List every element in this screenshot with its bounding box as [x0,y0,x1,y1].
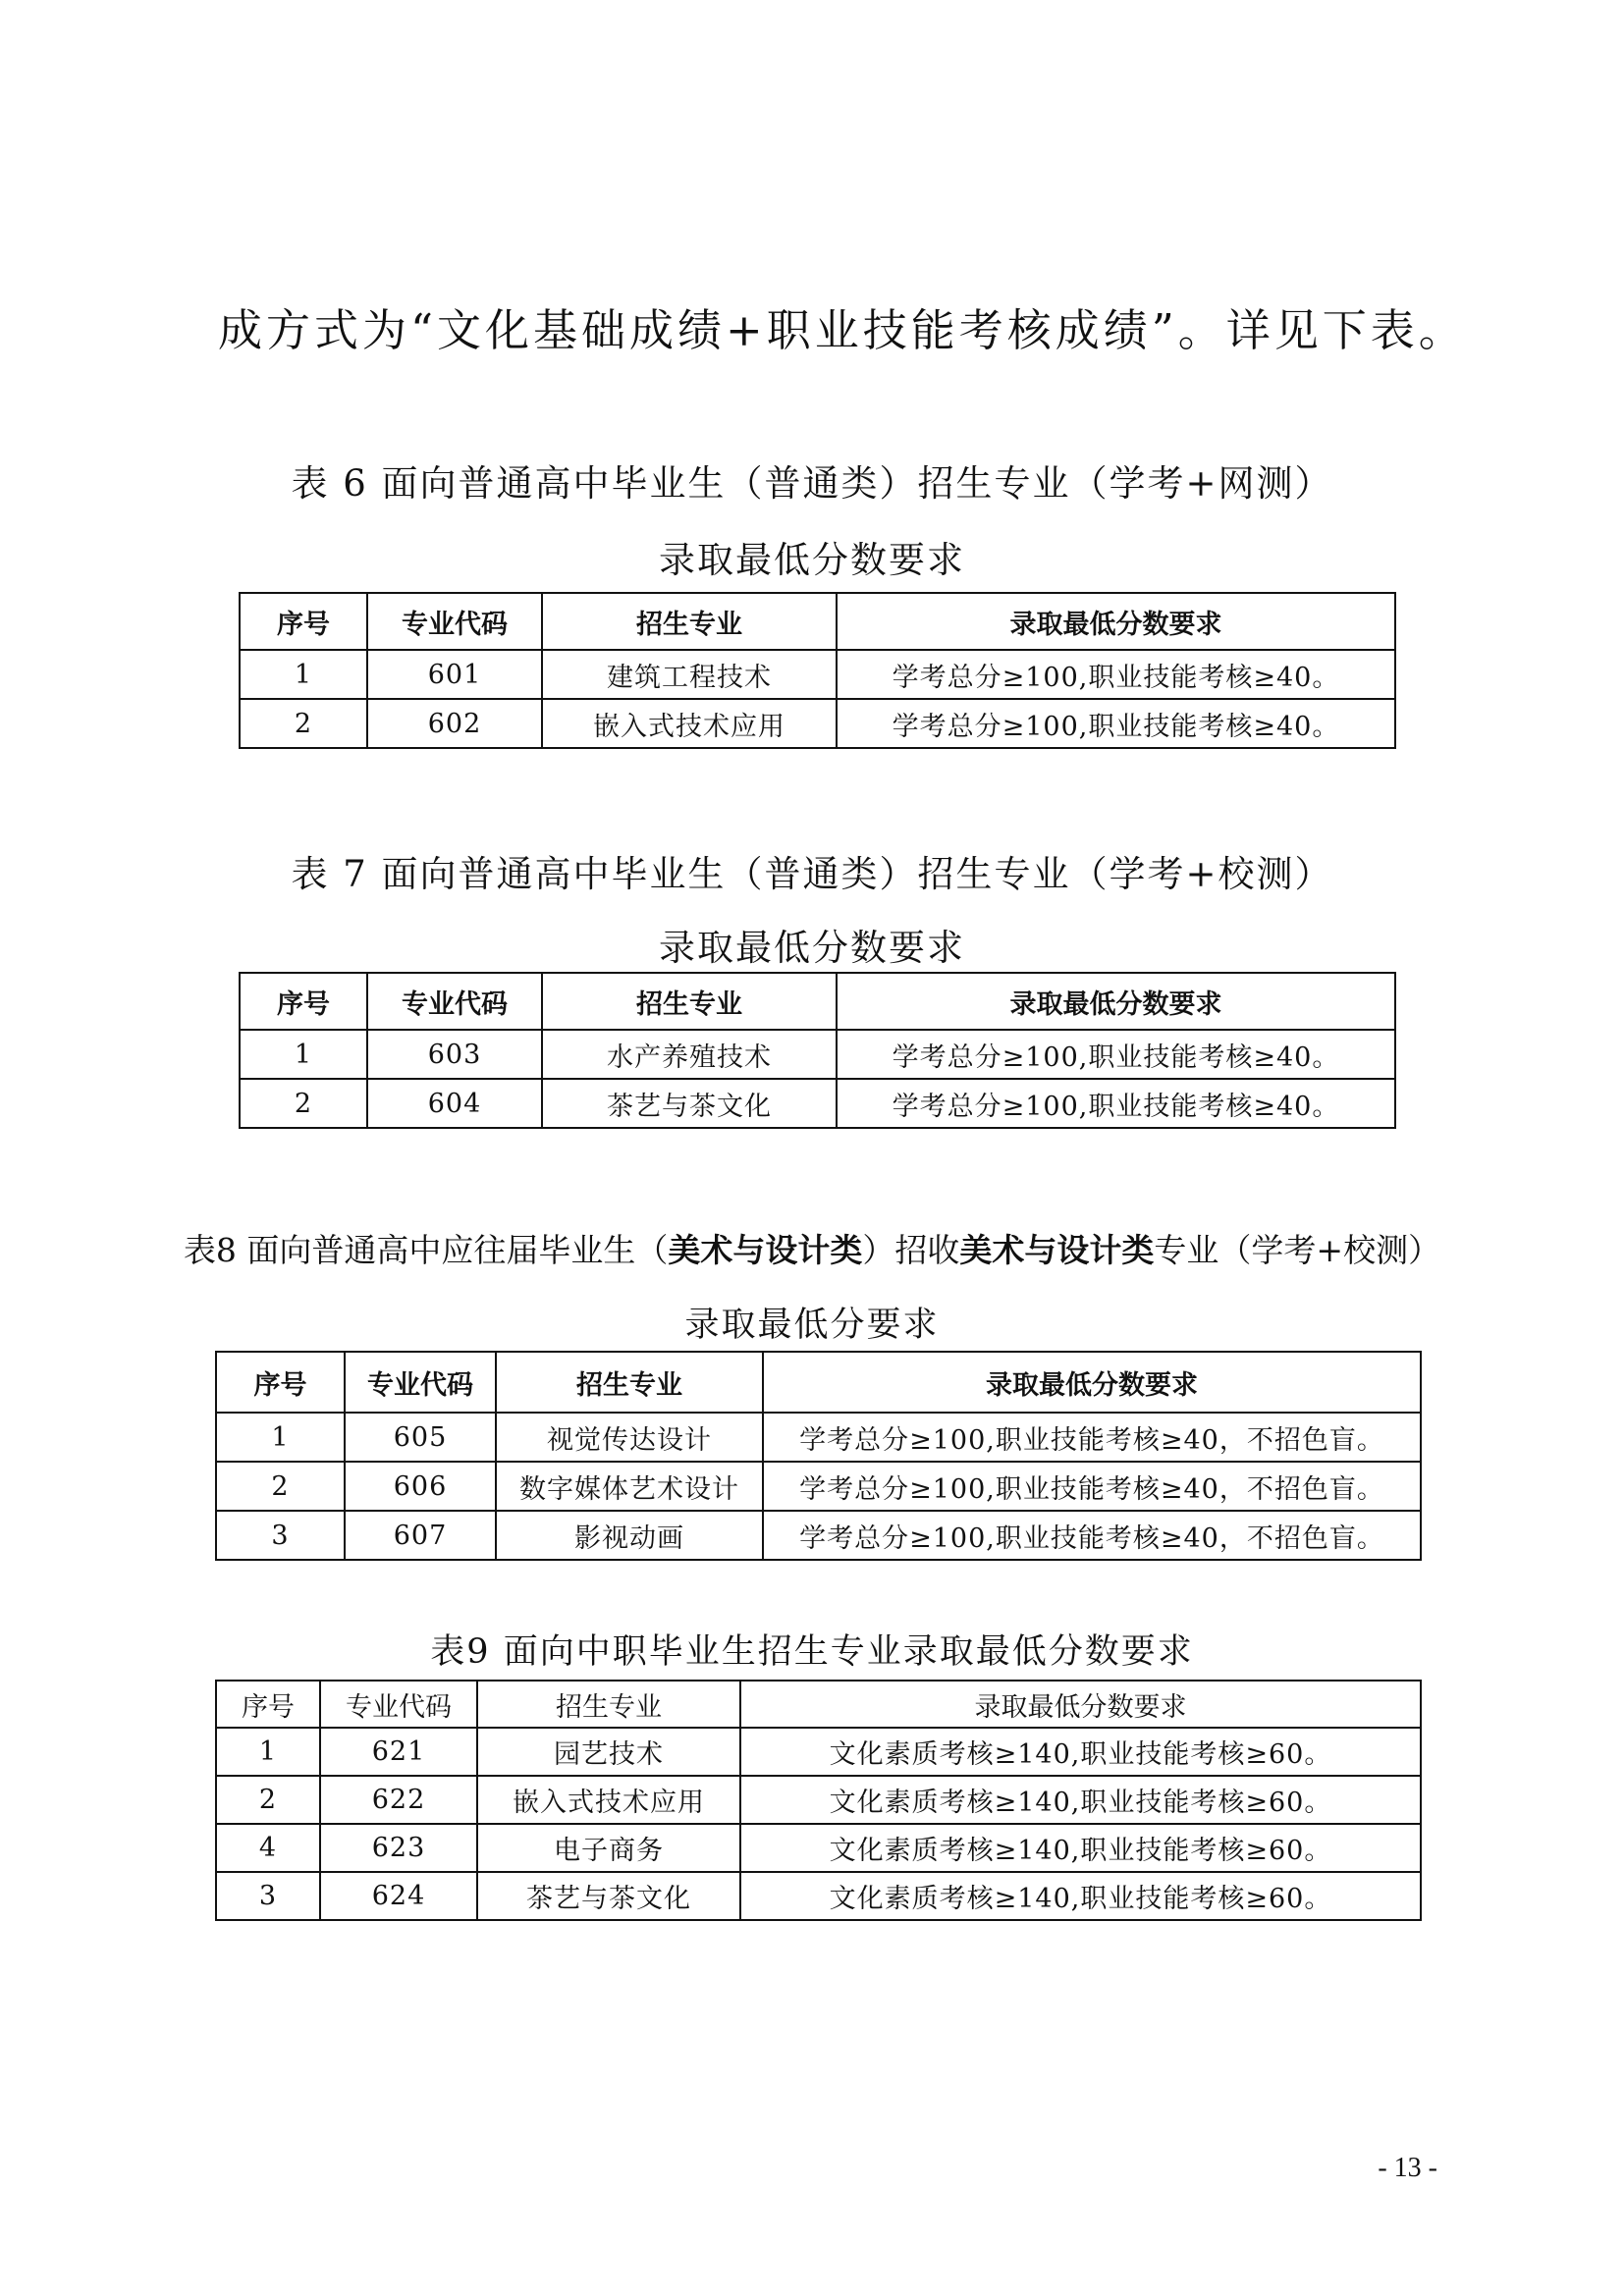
cell: 3 [216,1872,320,1920]
table-6 [239,592,1396,749]
cell: 水产养殖技术 [542,1030,837,1079]
cell: 607 [345,1511,496,1560]
cell: 622 [320,1776,477,1824]
cell: 电子商务 [477,1824,740,1872]
cell: 606 [345,1462,496,1511]
cell: 学考总分≥100,职业技能考核≥40。 [837,699,1395,748]
cell: 605 [345,1413,496,1462]
cell: 602 [367,699,542,748]
table-row [240,650,1395,699]
header-cell: 专业代码 [367,973,542,1030]
header-cell: 招生专业 [542,593,837,650]
cell: 园艺技术 [477,1728,740,1776]
table8-caption-line2: 录取最低分要求 [684,1306,940,1345]
table-row [216,1413,1421,1462]
caption-emphasis: 美术与设计类 [668,1231,863,1269]
table-row [216,1872,1421,1920]
table-row [216,1824,1421,1872]
table8-caption [0,1225,1624,1271]
table-header-row [240,973,1395,1030]
cell: 影视动画 [496,1511,763,1560]
table-header-row [216,1352,1421,1413]
cell: 学考总分≥100,职业技能考核≥40，不招色盲。 [763,1413,1421,1462]
header-cell: 序号 [216,1681,320,1728]
cell: 茶艺与茶文化 [542,1079,837,1128]
cell: 学考总分≥100,职业技能考核≥40。 [837,1030,1395,1079]
header-cell: 招生专业 [477,1681,740,1728]
header-cell: 录取最低分数要求 [837,973,1395,1030]
caption-part: 表8 面向普通高中应往届毕业生（ [183,1231,669,1269]
table-row [240,1079,1395,1128]
cell: 1 [216,1413,345,1462]
cell: 视觉传达设计 [496,1413,763,1462]
cell: 文化素质考核≥140,职业技能考核≥60。 [740,1872,1421,1920]
header-cell: 序号 [216,1352,345,1413]
cell: 621 [320,1728,477,1776]
header-cell: 序号 [240,973,367,1030]
table-header-row [240,593,1395,650]
cell: 604 [367,1079,542,1128]
page-number: - 13 - [1378,2153,1437,2183]
cell: 数字媒体艺术设计 [496,1462,763,1511]
caption-part: 专业（学考+校测） [1154,1231,1441,1269]
header-cell: 录取最低分数要求 [740,1681,1421,1728]
cell: 学考总分≥100,职业技能考核≥40。 [837,1079,1395,1128]
cell: 624 [320,1872,477,1920]
cell: 嵌入式技术应用 [477,1776,740,1824]
cell: 建筑工程技术 [542,650,837,699]
header-cell: 招生专业 [496,1352,763,1413]
table6-caption: 表 6 面向普通高中毕业生（普通类）招生专业（学考+网测） [291,462,1333,505]
cell: 文化素质考核≥140,职业技能考核≥60。 [740,1776,1421,1824]
table-header-row [216,1681,1421,1728]
header-cell: 序号 [240,593,367,650]
cell: 1 [240,1030,367,1079]
cell: 2 [240,1079,367,1128]
table6-caption-line2: 录取最低分数要求 [659,539,965,581]
header-cell: 招生专业 [542,973,837,1030]
header-cell: 专业代码 [345,1352,496,1413]
table9-caption: 表9 面向中职毕业生招生专业录取最低分数要求 [430,1632,1194,1672]
cell: 623 [320,1824,477,1872]
cell: 文化素质考核≥140,职业技能考核≥60。 [740,1728,1421,1776]
table-row [216,1462,1421,1511]
table-row [216,1776,1421,1824]
table-9 [215,1680,1422,1921]
cell: 3 [216,1511,345,1560]
cell: 学考总分≥100,职业技能考核≥40，不招色盲。 [763,1511,1421,1560]
cell: 茶艺与茶文化 [477,1872,740,1920]
table-row [216,1511,1421,1560]
caption-part: ）招收 [862,1231,960,1269]
cell: 1 [216,1728,320,1776]
cell: 603 [367,1030,542,1079]
table-7 [239,972,1396,1129]
cell: 2 [216,1462,345,1511]
header-cell: 录取最低分数要求 [837,593,1395,650]
header-cell: 专业代码 [320,1681,477,1728]
cell: 4 [216,1824,320,1872]
cell: 2 [216,1776,320,1824]
table7-caption-line2: 录取最低分数要求 [659,927,965,969]
header-cell: 专业代码 [367,593,542,650]
cell: 嵌入式技术应用 [542,699,837,748]
table-8 [215,1351,1422,1561]
intro-paragraph: 成方式为“文化基础成绩+职业技能考核成绩”。详见下表。 [218,304,1467,356]
cell: 601 [367,650,542,699]
caption-emphasis: 美术与设计类 [959,1231,1155,1269]
cell: 1 [240,650,367,699]
cell: 2 [240,699,367,748]
table-row [240,1030,1395,1079]
cell: 文化素质考核≥140,职业技能考核≥60。 [740,1824,1421,1872]
table-row [216,1728,1421,1776]
cell: 学考总分≥100,职业技能考核≥40，不招色盲。 [763,1462,1421,1511]
table7-caption: 表 7 面向普通高中毕业生（普通类）招生专业（学考+校测） [291,853,1333,895]
cell: 学考总分≥100,职业技能考核≥40。 [837,650,1395,699]
table-row [240,699,1395,748]
header-cell: 录取最低分数要求 [763,1352,1421,1413]
